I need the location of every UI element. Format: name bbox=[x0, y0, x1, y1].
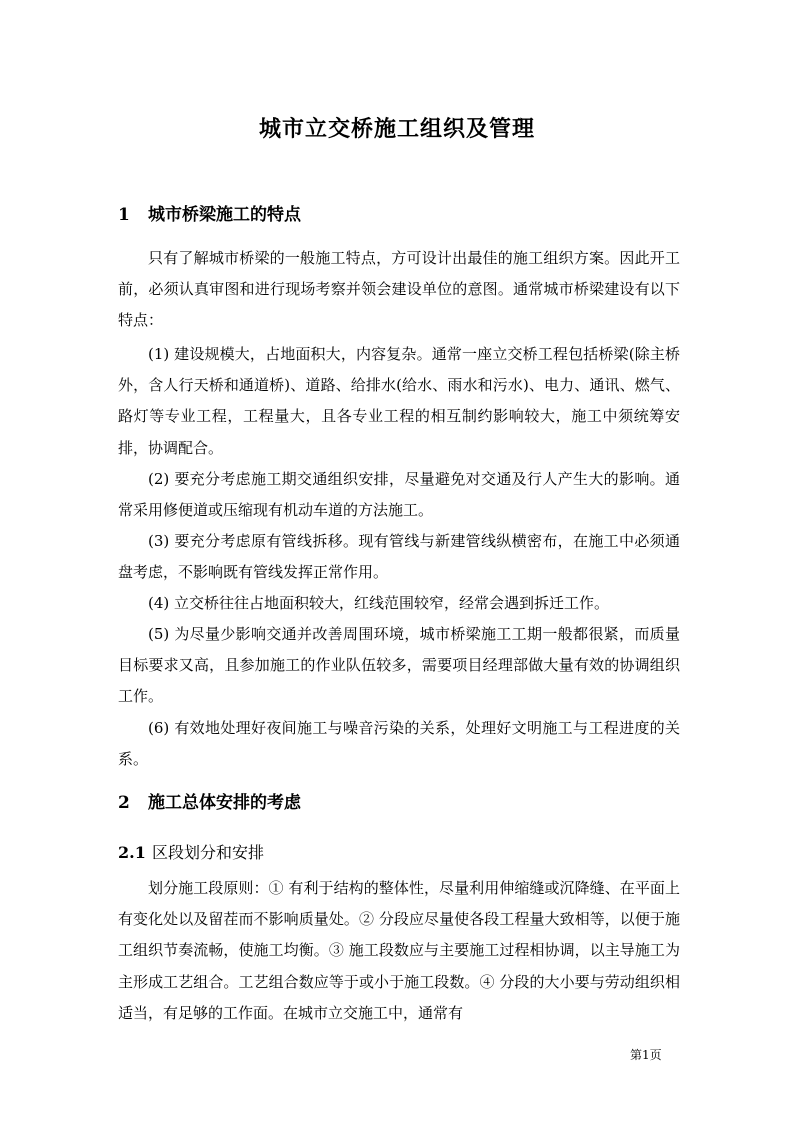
paragraph-intro: 只有了解城市桥梁的一般施工特点，方可设计出最佳的施工组织方案。因此开工前，必须认真审图和进行现场考察并领会建设单位的意图。通常城市桥梁建设有以下特点： bbox=[118, 249, 680, 330]
section-number: 2 bbox=[118, 793, 130, 813]
paragraph-item-6: (6) 有效地处理好夜间施工与噪音污染的关系，处理好文明施工与工程进度的关系。 bbox=[118, 719, 680, 769]
section-heading-2 bbox=[118, 791, 301, 815]
document-title: 城市立交桥施工组织及管理 bbox=[258, 116, 535, 142]
section-heading-1 bbox=[118, 203, 301, 227]
subsection-title: 区段划分和安排 bbox=[152, 843, 265, 862]
section-title: 施工总体安排的考虑 bbox=[148, 793, 301, 813]
page-number-footer: 第1页 bbox=[630, 1048, 662, 1062]
section-title: 城市桥梁施工的特点 bbox=[148, 205, 301, 225]
subsection-number: 2.1 bbox=[118, 843, 146, 862]
subsection-heading-2-1 bbox=[118, 841, 264, 865]
paragraph-item-3: (3) 要充分考虑原有管线拆移。现有管线与新建管线纵横密布，在施工中必须通盘考虑，不影响既有管线发挥正常作用。 bbox=[118, 532, 680, 582]
paragraph-item-1: (1) 建设规模大，占地面积大，内容复杂。通常一座立交桥工程包括桥梁(除主桥外，含人行天桥和通道桥)、道路、给排水(给水、雨水和污水)、电力、通讯、燃气、路灯等专业工程，工程量大，且各专业工程的相互制约影响较大，施工中须统筹安排，协调配合。 bbox=[118, 345, 680, 457]
paragraph-item-4: (4) 立交桥往往占地面积较大，红线范围较窄，经常会遇到拆迁工作。 bbox=[148, 594, 610, 612]
section-number: 1 bbox=[118, 205, 130, 225]
paragraph-item-2: (2) 要充分考虑施工期交通组织安排，尽量避免对交通及行人产生大的影响。通常采用修便道或压缩现有机动车道的方法施工。 bbox=[118, 470, 680, 520]
paragraph-item-5: (5) 为尽量少影响交通并改善周围环境，城市桥梁施工工期一般都很紧，而质量目标要求又高，且参加施工的作业队伍较多，需要项目经理部做大量有效的协调组织工作。 bbox=[118, 625, 680, 706]
paragraph-segment-principles: 划分施工段原则：① 有利于结构的整体性，尽量利用伸缩缝或沉降缝、在平面上有变化处以及留茬而不影响质量处。② 分段应尽量使各段工程量大致相等，以便于施工组织节奏流畅，使施工均衡。③ 施工段数应与主要施工过程相协调，以主导施工为主形成工艺组合。工艺组合数应等于或小于施工段数。④ 分段的大小要与劳动组织相适当，有足够的工作面。在城市立交施工中，通常有 bbox=[118, 879, 680, 1022]
